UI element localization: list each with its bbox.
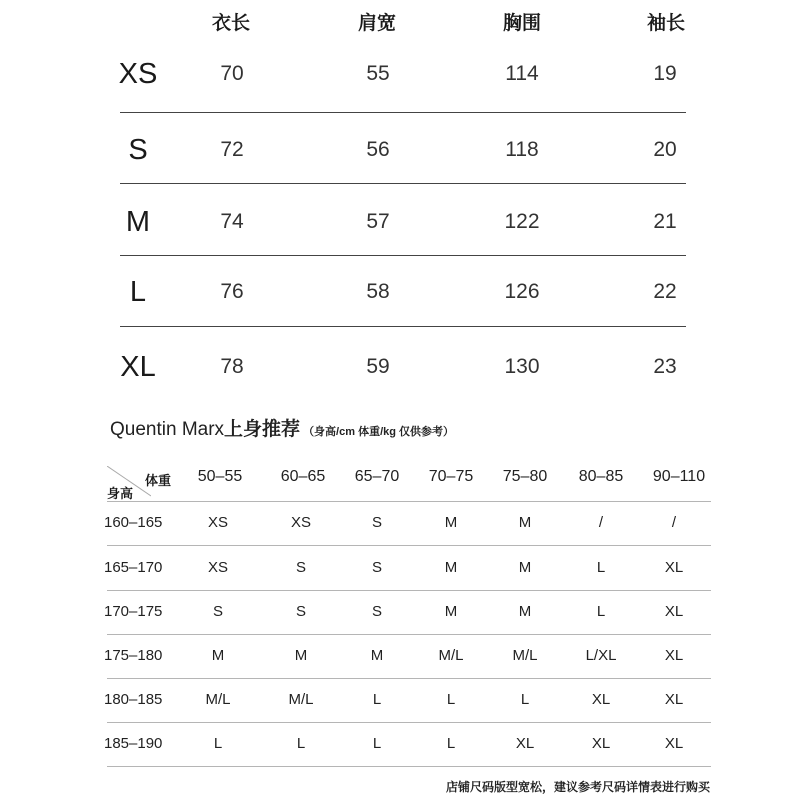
size-row-xl bbox=[0, 342, 800, 392]
height-range: 165–170 bbox=[104, 559, 163, 576]
size-cell: L bbox=[296, 735, 306, 752]
size-cell: XL bbox=[664, 559, 684, 576]
size-row-m bbox=[0, 197, 800, 247]
divider bbox=[107, 501, 711, 502]
size-cell: XL bbox=[591, 735, 611, 752]
weight-header: 90–110 bbox=[652, 468, 706, 485]
size-cell: S bbox=[371, 559, 382, 576]
height-range: 170–175 bbox=[104, 603, 163, 620]
corner-height-label: 身高 bbox=[107, 486, 134, 501]
size-cell: S bbox=[295, 559, 306, 576]
title-suffix: 上身推荐 bbox=[224, 419, 301, 440]
size-cell: XL bbox=[515, 735, 535, 752]
weight-header: 50–55 bbox=[197, 468, 243, 485]
size-cell: M bbox=[370, 647, 384, 664]
divider bbox=[107, 722, 711, 723]
height-range: 185–190 bbox=[104, 735, 163, 752]
size-cell: M bbox=[518, 559, 532, 576]
size-cell: M/L bbox=[512, 647, 538, 664]
size-cell: L bbox=[372, 735, 382, 752]
size-cell: L/XL bbox=[585, 647, 617, 664]
chest-value: 118 bbox=[505, 138, 539, 161]
divider bbox=[107, 634, 711, 635]
sleeve-value: 23 bbox=[653, 355, 677, 378]
size-cell: M/L bbox=[438, 647, 464, 664]
weight-header: 75–80 bbox=[502, 468, 548, 485]
size-label: XS bbox=[118, 58, 158, 90]
divider bbox=[120, 112, 686, 113]
header-shoulder: 肩宽 bbox=[357, 13, 396, 34]
size-cell: M bbox=[518, 514, 532, 531]
corner-weight-label: 体重 bbox=[145, 473, 172, 488]
size-cell: S bbox=[212, 603, 223, 620]
size-cell: XL bbox=[664, 647, 684, 664]
weight-header: 80–85 bbox=[578, 468, 624, 485]
shoulder-value: 55 bbox=[366, 62, 390, 85]
weight-header: 60–65 bbox=[280, 468, 326, 485]
divider bbox=[107, 766, 711, 767]
header-length: 衣长 bbox=[211, 13, 250, 34]
size-cell: M/L bbox=[288, 691, 314, 708]
size-cell: XS bbox=[290, 514, 311, 531]
size-cell: L bbox=[596, 603, 606, 620]
shoulder-value: 57 bbox=[366, 210, 390, 233]
divider bbox=[120, 255, 686, 256]
divider bbox=[107, 678, 711, 679]
size-row-l bbox=[0, 267, 800, 317]
size-cell: L bbox=[596, 559, 606, 576]
chest-value: 130 bbox=[504, 355, 540, 378]
size-cell: XS bbox=[207, 559, 228, 576]
divider bbox=[120, 326, 686, 327]
sleeve-value: 22 bbox=[653, 280, 677, 303]
sleeve-value: 21 bbox=[653, 210, 677, 233]
recommendation-title bbox=[110, 414, 454, 441]
size-cell: L bbox=[446, 735, 456, 752]
size-cell: M bbox=[444, 603, 458, 620]
length-value: 78 bbox=[220, 355, 244, 378]
header-sleeve: 袖长 bbox=[646, 13, 685, 34]
size-cell: / bbox=[671, 514, 677, 531]
header-chest: 胸围 bbox=[502, 13, 541, 34]
height-range: 180–185 bbox=[104, 691, 163, 708]
sleeve-value: 19 bbox=[653, 62, 677, 85]
size-cell: L bbox=[446, 691, 456, 708]
size-cell: M bbox=[444, 514, 458, 531]
size-label: S bbox=[128, 134, 148, 166]
weight-header: 70–75 bbox=[428, 468, 474, 485]
size-row-xs bbox=[0, 49, 800, 99]
size-row-s bbox=[0, 125, 800, 175]
shoulder-value: 56 bbox=[366, 138, 390, 161]
size-cell: M bbox=[211, 647, 225, 664]
length-value: 76 bbox=[220, 280, 244, 303]
title-note: （身高/cm 体重/kg 仅供参考） bbox=[303, 426, 455, 438]
sleeve-value: 20 bbox=[653, 138, 677, 161]
brand-name: Quentin Marx bbox=[110, 419, 225, 440]
chest-value: 122 bbox=[504, 210, 540, 233]
height-range: 175–180 bbox=[104, 647, 163, 664]
footer-note: 店铺尺码版型宽松，建议参考尺码详情表进行购买 bbox=[445, 780, 710, 794]
chest-value: 126 bbox=[504, 280, 540, 303]
length-value: 72 bbox=[220, 138, 244, 161]
size-cell: XL bbox=[664, 603, 684, 620]
size-cell: S bbox=[371, 603, 382, 620]
size-cell: L bbox=[520, 691, 530, 708]
size-cell: / bbox=[598, 514, 604, 531]
length-value: 74 bbox=[220, 210, 244, 233]
size-cell: S bbox=[295, 603, 306, 620]
size-cell: XL bbox=[591, 691, 611, 708]
size-cell: M bbox=[518, 603, 532, 620]
length-value: 70 bbox=[220, 62, 244, 85]
size-cell: L bbox=[213, 735, 223, 752]
size-cell: S bbox=[371, 514, 382, 531]
divider bbox=[120, 183, 686, 184]
size-label: M bbox=[125, 206, 151, 238]
size-label: L bbox=[129, 276, 147, 308]
weight-header: 65–70 bbox=[354, 468, 400, 485]
divider bbox=[107, 590, 711, 591]
size-cell: M/L bbox=[205, 691, 231, 708]
height-range: 160–165 bbox=[104, 514, 163, 531]
size-label: XL bbox=[120, 351, 156, 383]
divider bbox=[107, 545, 711, 546]
shoulder-value: 58 bbox=[366, 280, 390, 303]
size-cell: M bbox=[444, 559, 458, 576]
shoulder-value: 59 bbox=[366, 355, 390, 378]
size-cell: L bbox=[372, 691, 382, 708]
size-cell: XL bbox=[664, 691, 684, 708]
size-cell: M bbox=[294, 647, 308, 664]
chest-value: 114 bbox=[505, 62, 539, 85]
size-cell: XS bbox=[207, 514, 228, 531]
size-cell: XL bbox=[664, 735, 684, 752]
